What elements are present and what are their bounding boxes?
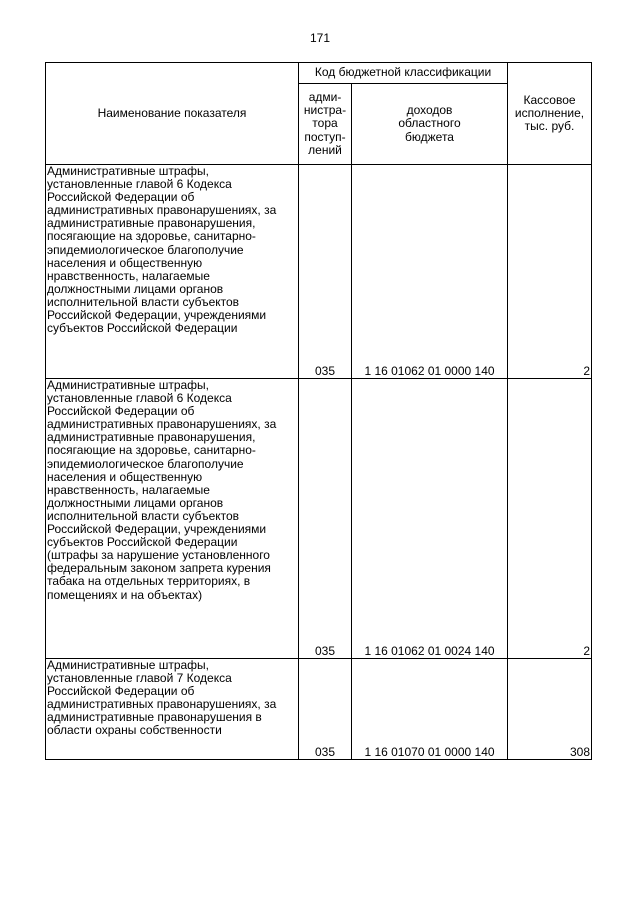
row-amount: 2 bbox=[508, 165, 592, 379]
table-row bbox=[46, 659, 592, 760]
table-row bbox=[46, 165, 592, 379]
budget-table bbox=[45, 62, 592, 760]
row-indicator-name bbox=[46, 379, 299, 659]
row-amount: 2 bbox=[508, 379, 592, 659]
table-row bbox=[46, 379, 592, 659]
header-administrator bbox=[299, 84, 352, 165]
row-indicator-text: Административные штрафы, установленные главой 7 Кодекса Российской Федерации об административных правонарушениях, за административные правонарушения в области охраны собственности bbox=[47, 658, 277, 738]
row-indicator-name bbox=[46, 165, 299, 379]
page-number: 171 bbox=[309, 31, 331, 45]
row-indicator-text: Административные штрафы, установленные главой 6 Кодекса Российской Федерации об административных правонарушениях, за административные правонарушения, посягающие на здоровье, санитарно- эпидемиологическое благополучие населения и общественную нравственность, налагаемые должностными лицами органов исполнительной власти субъектов Российской Федерации, учреждениями субъектов Российской Федерации bbox=[47, 164, 277, 336]
row-amount: 308 bbox=[508, 659, 592, 760]
header-indicator-name: Наименование показателя bbox=[46, 63, 299, 165]
row-income-code: 1 16 01062 01 0000 140 bbox=[352, 165, 508, 379]
row-income-code: 1 16 01062 01 0024 140 bbox=[352, 379, 508, 659]
header-regional-income-text: доходов областного бюджета bbox=[398, 103, 461, 144]
header-cash-execution-text: Кассовое исполнение, тыс. руб. bbox=[514, 92, 585, 134]
header-regional-income bbox=[352, 84, 508, 165]
row-admin-code: 035 bbox=[299, 165, 352, 379]
row-indicator-text: Административные штрафы, установленные главой 6 Кодекса Российской Федерации об административных правонарушениях, за административные правонарушения, посягающие на здоровье, санитарно- эпидемиологическое благополучие населения и общественную нравственность, налагаемые должностными лицами органов исполнительной власти субъектов Российской Федерации, учреждениями субъектов Российской Федерации (штрафы за нарушение установленного федеральным законом запрета курения табака на отдельных территориях, в помещениях и на объектах) bbox=[47, 378, 277, 602]
row-income-code: 1 16 01070 01 0000 140 bbox=[352, 659, 508, 760]
header-cash-execution bbox=[508, 63, 592, 165]
row-admin-code: 035 bbox=[299, 379, 352, 659]
header-administrator-text: адми- нистра- тора поступ- лений bbox=[303, 90, 347, 157]
row-admin-code: 035 bbox=[299, 659, 352, 760]
header-budget-classification-code: Код бюджетной классификации bbox=[299, 63, 508, 84]
row-indicator-name bbox=[46, 659, 299, 760]
